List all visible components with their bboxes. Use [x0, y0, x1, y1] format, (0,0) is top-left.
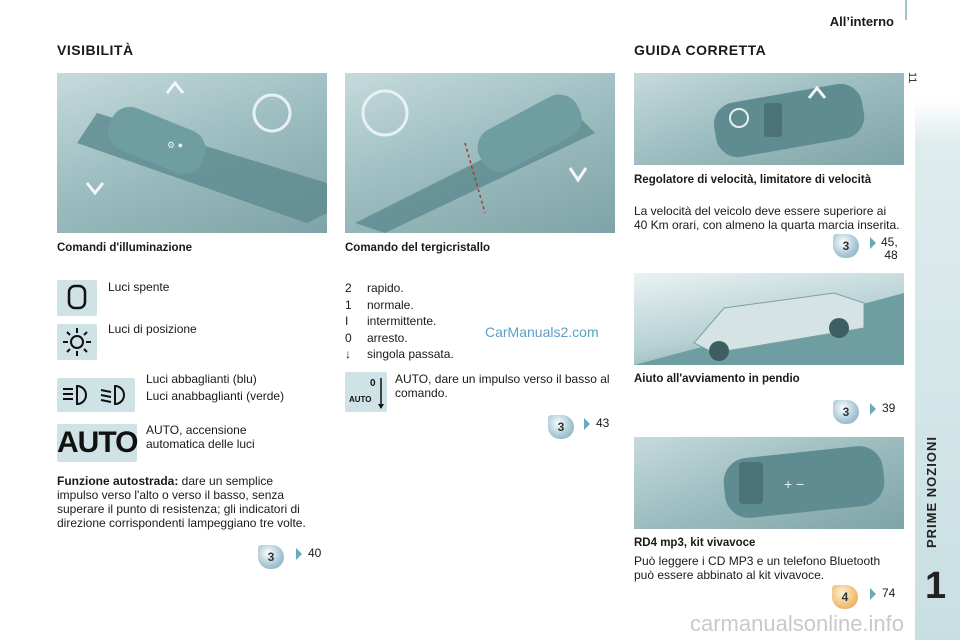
cruise-control-photo: [634, 73, 904, 165]
radio-caption: RD4 mp3, kit vivavoce: [634, 537, 756, 549]
auto-lights-icon: AUTO: [57, 424, 137, 462]
position-lights-icon: [57, 324, 97, 360]
wiper-stalk-photo: [345, 73, 615, 233]
hill-ref-arrow-icon: [870, 403, 876, 415]
svg-text:+ −: + −: [784, 476, 805, 492]
chapter-label: PRIME NOZIONI: [924, 436, 939, 548]
page-number: 11: [906, 72, 918, 84]
hill-start-photo: [634, 273, 904, 365]
list-item: 0 arresto.: [345, 330, 408, 345]
wiper-auto-icon: [345, 372, 387, 412]
driving-title: GUIDA CORRETTA: [634, 42, 767, 58]
high-beam-label: Luci abbaglianti (blu): [146, 372, 257, 386]
low-beam-label: Luci anabbaglianti (verde): [146, 389, 285, 403]
cruise-ref-page[interactable]: 45, 48: [881, 235, 898, 262]
wiper-modes-list: [345, 280, 454, 363]
beam-lights-icon: [57, 378, 135, 412]
visibility-title: VISIBILITÀ: [57, 42, 134, 58]
list-item: ↓ singola passata.: [345, 347, 454, 361]
hill-chapter-badge: 3: [833, 400, 859, 424]
hill-start-caption: Aiuto all'avviamento in pendio: [634, 373, 800, 385]
list-item: I intermittente.: [345, 314, 437, 328]
svg-text:0: 0: [370, 378, 376, 389]
cruise-caption: Regolatore di velocità, limitatore di velocità: [634, 174, 872, 186]
list-item: 2 rapido.: [345, 281, 404, 295]
lights-ref-page[interactable]: 40: [308, 546, 322, 560]
chapter-number: 1: [925, 565, 947, 607]
radio-text: Può leggere i CD MP3 e un telefono Bluetooth può essere abbinato al kit vivavoce.: [634, 554, 881, 582]
cruise-chapter-badge: 3: [833, 234, 859, 258]
lights-stalk-photo: [57, 73, 327, 233]
auto-lights-label: AUTO, accensione automatica delle luci: [146, 423, 255, 451]
highway-function-text: Funzione autostrada: dare un semplice impulso verso l'alto o verso il basso, senza superare il punto di resistenza; gli indicatori di direzione corrispondenti lampeggiano tre volte.: [57, 474, 306, 530]
lights-off-icon: [57, 280, 97, 316]
chapter-side-tab: [915, 100, 960, 640]
svg-text:⚙ ●: ⚙ ●: [167, 140, 184, 150]
wiper-caption: Comando del tergicristallo: [345, 242, 491, 254]
cruise-text: La velocità del veicolo deve essere superiore ai 40 Km orari, con almeno la quarta marcia inserita.: [634, 204, 900, 232]
lights-off-label: Luci spente: [108, 280, 170, 294]
radio-stalk-photo: [634, 437, 904, 529]
lights-ref-arrow-icon: [296, 548, 302, 560]
wiper-ref-arrow-icon: [584, 418, 590, 430]
radio-chapter-badge: 4: [832, 585, 858, 609]
header-rule: [905, 0, 907, 20]
position-lights-label: Luci di posizione: [108, 322, 197, 336]
wiper-auto-text: AUTO, dare un impulso verso il basso al comando.: [395, 372, 610, 400]
section-header: All’interno: [829, 14, 894, 29]
wiper-ref-page[interactable]: 43: [596, 416, 610, 430]
radio-ref-arrow-icon: [870, 588, 876, 600]
lights-chapter-badge: 3: [258, 545, 284, 569]
hill-ref-page[interactable]: 39: [882, 401, 896, 415]
radio-ref-page[interactable]: 74: [882, 586, 896, 600]
site-watermark: CarManuals2.com: [485, 324, 599, 340]
list-item: 1 normale.: [345, 297, 414, 312]
lights-caption: Comandi d'illuminazione: [57, 242, 192, 254]
cruise-ref-arrow-icon: [870, 237, 876, 249]
wiper-chapter-badge: 3: [548, 415, 574, 439]
footer-watermark: carmanualsonline.info: [690, 611, 905, 636]
svg-text:AUTO: AUTO: [349, 395, 372, 404]
